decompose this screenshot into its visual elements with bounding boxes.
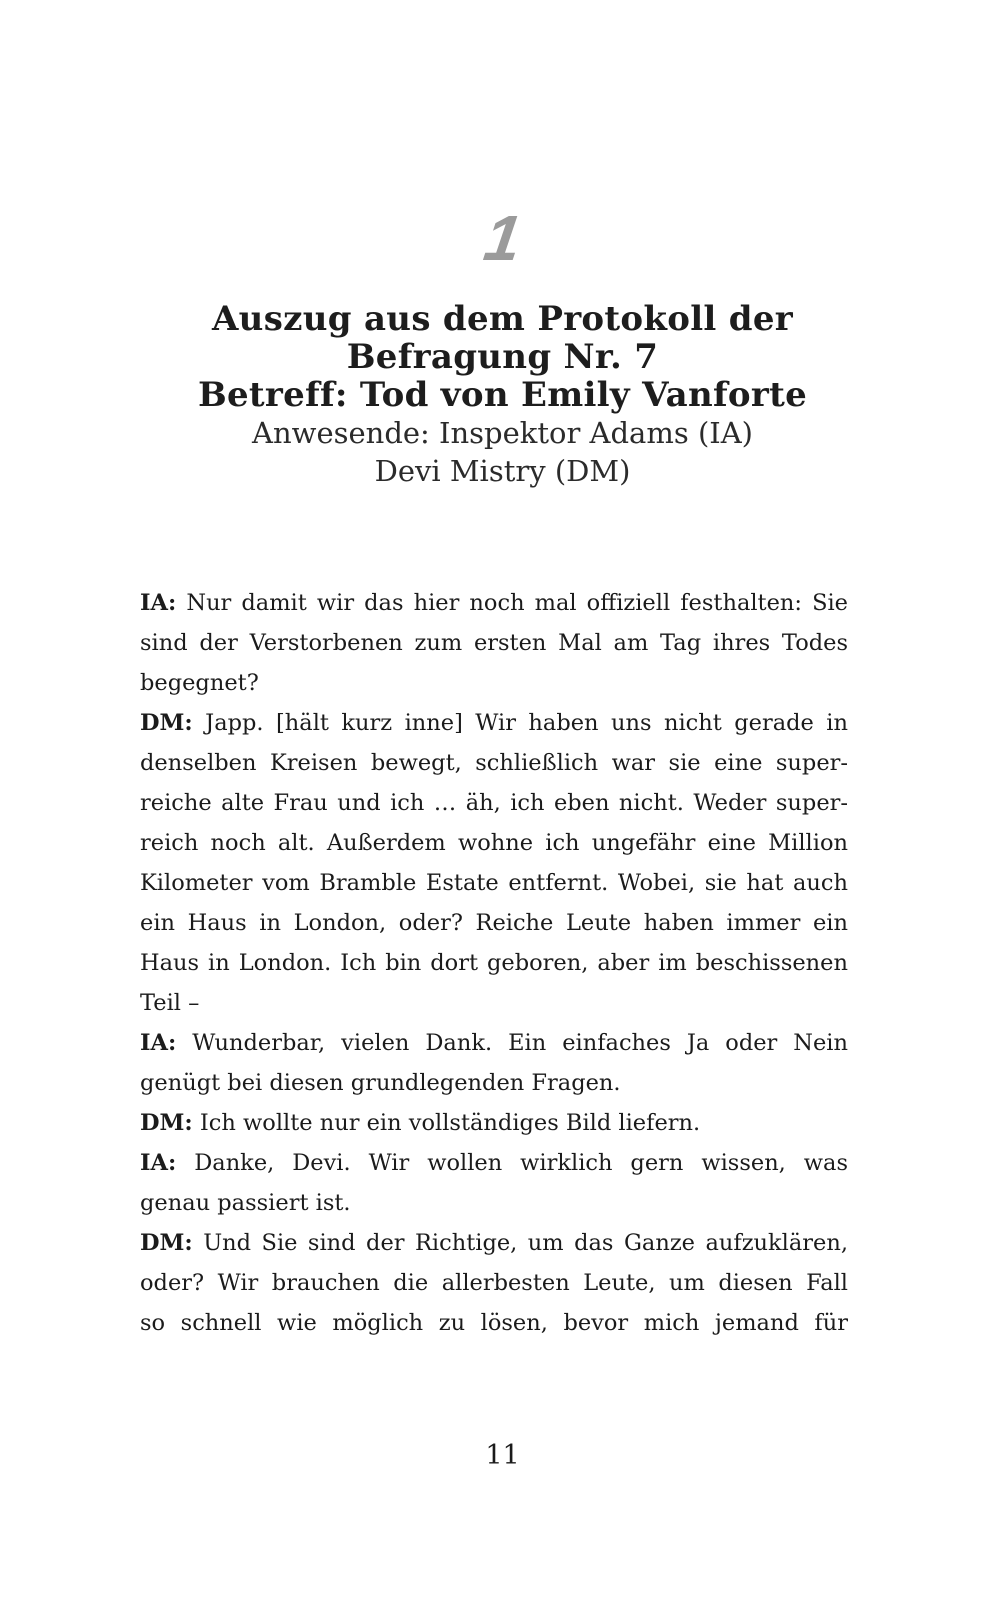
transcript-line: begegnet? — [140, 670, 259, 696]
speaker-label: IA: — [140, 1150, 177, 1176]
heading-subtitle-line-1: Anwesende: Inspektor Adams (IA) — [252, 416, 753, 450]
transcript-line: IA: Nur damit wir das hier noch mal offiziell festhalten: Sie — [140, 590, 848, 616]
transcript-body — [140, 583, 848, 1343]
speaker-label: IA: — [140, 1030, 177, 1056]
chapter-number — [0, 202, 1005, 274]
transcript-line: IA: Danke, Devi. Wir wollen wirklich gern wissen, was — [140, 1150, 848, 1176]
speaker-label: DM: — [140, 1110, 193, 1136]
transcript-line: denselben Kreisen bewegt, schließlich war sie eine super- — [140, 750, 848, 776]
transcript-line: oder? Wir brauchen die allerbesten Leute, um diesen Fall — [140, 1270, 848, 1296]
transcript-line: Teil – — [140, 990, 200, 1016]
heading-subtitle-line-2: Devi Mistry (DM) — [374, 454, 631, 488]
speaker-label: IA: — [140, 590, 177, 616]
transcript-line: reiche alte Frau und ich … äh, ich eben nicht. Weder super- — [140, 790, 848, 816]
transcript-line: IA: Wunderbar, vielen Dank. Ein einfaches Ja oder Nein — [140, 1030, 848, 1056]
chapter-heading — [0, 300, 1005, 490]
heading-title-line-3: Betreff: Tod von Emily Vanforte — [197, 375, 808, 415]
transcript-line: genügt bei diesen grundlegenden Fragen. — [140, 1070, 621, 1096]
transcript-line: sind der Verstorbenen zum ersten Mal am Tag ihres Todes — [140, 630, 848, 656]
speaker-label: DM: — [140, 1230, 193, 1256]
transcript-line: Haus in London. Ich bin dort geboren, aber im beschissenen — [140, 950, 848, 976]
transcript-line: DM: Ich wollte nur ein vollständiges Bild liefern. — [140, 1110, 701, 1136]
page-number: 11 — [485, 1440, 520, 1471]
speaker-label: DM: — [140, 710, 193, 736]
transcript-line: Kilometer vom Bramble Estate entfernt. Wobei, sie hat auch — [140, 870, 848, 896]
transcript-line: so schnell wie möglich zu lösen, bevor mich jemand für — [140, 1310, 848, 1336]
heading-title-line-2: Befragung Nr. 7 — [346, 337, 659, 377]
transcript-line: genau passiert ist. — [140, 1190, 351, 1216]
chapter-number-digit: 1 — [479, 202, 526, 274]
transcript-line: DM: Japp. [hält kurz inne] Wir haben uns nicht gerade in — [140, 710, 848, 736]
transcript-line: ein Haus in London, oder? Reiche Leute haben immer ein — [140, 910, 848, 936]
transcript-line: DM: Und Sie sind der Richtige, um das Ganze aufzuklären, — [140, 1230, 848, 1256]
transcript-line: reich noch alt. Außerdem wohne ich ungefähr eine Million — [140, 830, 848, 856]
heading-title-line-1: Auszug aus dem Protokoll der — [212, 299, 793, 339]
